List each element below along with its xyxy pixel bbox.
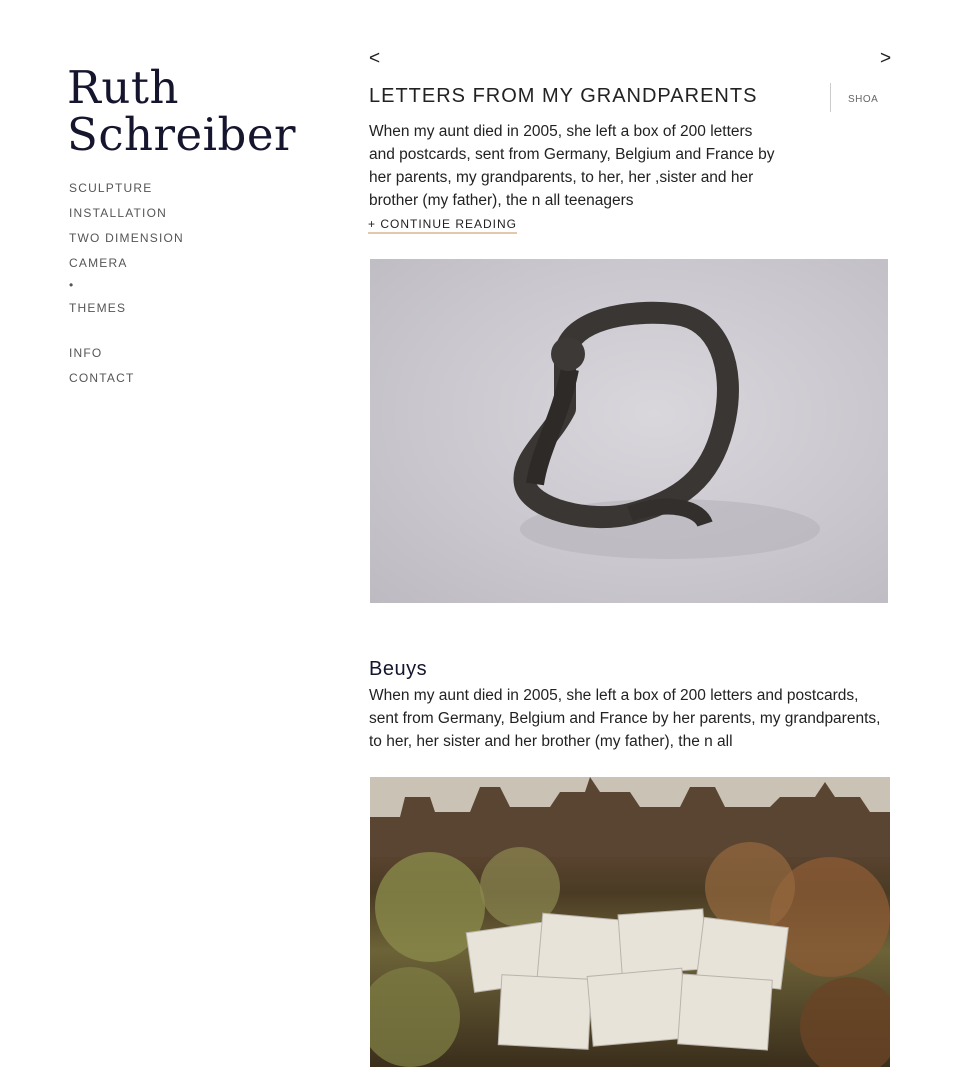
post-excerpt-beuys: When my aunt died in 2005, she left a box of 200 letters and postcards, sent from Germany, Belgium and France by her parents, my grandparents, to her, her sister and her brother (my father), the n all [369, 687, 881, 750]
nav-installation[interactable]: INSTALLATION [69, 206, 167, 220]
divider [830, 83, 831, 112]
post-tag[interactable]: SHOA [848, 94, 879, 105]
nav-contact[interactable]: CONTACT [69, 371, 135, 385]
site-logo[interactable] [67, 61, 296, 161]
post-title[interactable]: LETTERS FROM MY GRANDPARENTS [369, 85, 758, 107]
logo-line-2: Schreiber [67, 108, 296, 161]
nav-two-dimension[interactable]: TWO DIMENSION [69, 231, 184, 245]
collage-artwork [370, 777, 890, 1067]
continue-reading-link[interactable]: + CONTINUE READING [368, 217, 517, 234]
post-excerpt: When my aunt died in 2005, she left a box of 200 letters and postcards, sent from Germany, Belgium and France by her parents, my grandparents, to her, her ,sister and her brother (my father), the n all teenagers [369, 123, 775, 209]
post-title-beuys[interactable]: Beuys [369, 658, 428, 680]
sculpture-image[interactable] [370, 259, 888, 603]
letters-collage-image[interactable] [370, 777, 890, 1067]
prev-arrow[interactable]: < [369, 48, 381, 69]
nav-bullet: • [69, 278, 74, 292]
nav-themes[interactable]: THEMES [69, 301, 127, 315]
next-arrow[interactable]: > [880, 48, 892, 69]
bronze-sculpture-figure [370, 259, 888, 603]
nav-info[interactable]: INFO [69, 346, 103, 360]
main-nav [69, 180, 184, 395]
nav-sculpture[interactable]: SCULPTURE [69, 181, 153, 195]
nav-camera[interactable]: CAMERA [69, 256, 128, 270]
logo-line-1: Ruth [67, 61, 179, 114]
